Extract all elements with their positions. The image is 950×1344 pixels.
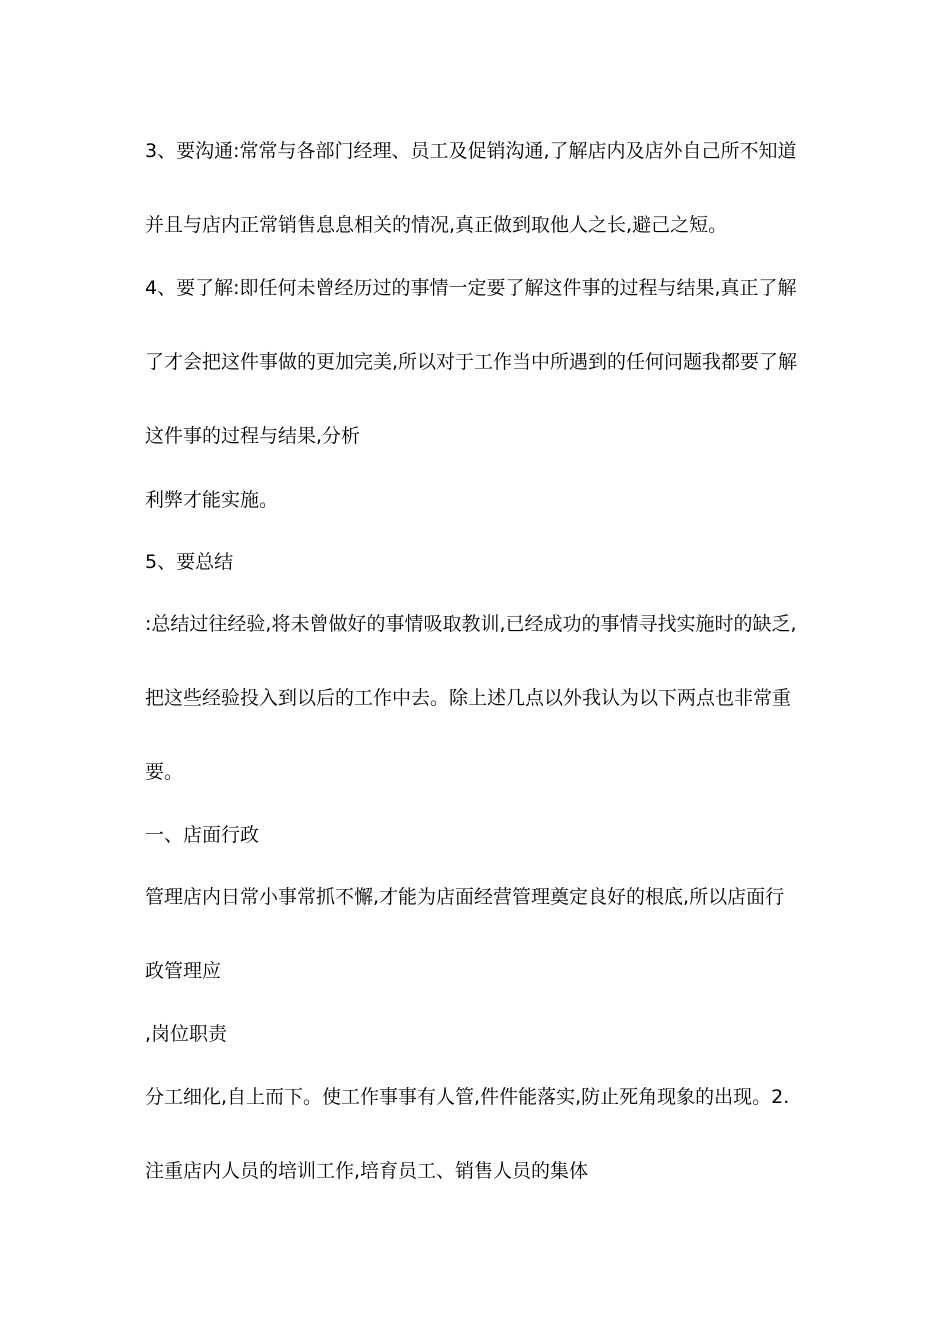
text-line: 把这些经验投入到以后的工作中去。除上述几点以外我认为以下两点也非常重	[145, 687, 792, 709]
text-line: ,岗位职责	[145, 1023, 228, 1045]
text-line: 这件事的过程与结果,分析	[145, 425, 361, 447]
text-line: 要。	[145, 761, 184, 783]
text-line: 了才会把这件事做的更加完美,所以对于工作当中所遇到的任何问题我都要了解	[145, 351, 798, 373]
text-line: 分工细化,自上而下。使工作事事有人管,件件能落实,防止死角现象的出现。2.	[145, 1086, 790, 1108]
text-line: :总结过往经验,将未曾做好的事情吸取教训,已经成功的事情寻找实施时的缺乏,	[145, 613, 797, 635]
text-line: 注重店内人员的培训工作,培育员工、销售人员的集体	[145, 1160, 589, 1182]
text-line: 管理店内日常小事常抓不懈,才能为店面经营管理奠定良好的根底,所以店面行	[145, 886, 785, 908]
text-line: 5、要总结	[145, 551, 234, 573]
text-line: 利弊才能实施。	[145, 489, 279, 511]
text-line: 并且与店内正常销售息息相关的情况,真正做到取他人之长,避己之短。	[145, 214, 728, 236]
text-line: 4、要了解:即任何未曾经历过的事情一定要了解这件事的过程与结果,真正了解	[145, 277, 797, 299]
text-line: 3、要沟通:常常与各部门经理、员工及促销沟通,了解店内及店外自己所不知道	[145, 140, 797, 162]
text-line: 政管理应	[145, 960, 222, 982]
section-heading: 一、店面行政	[145, 824, 260, 846]
